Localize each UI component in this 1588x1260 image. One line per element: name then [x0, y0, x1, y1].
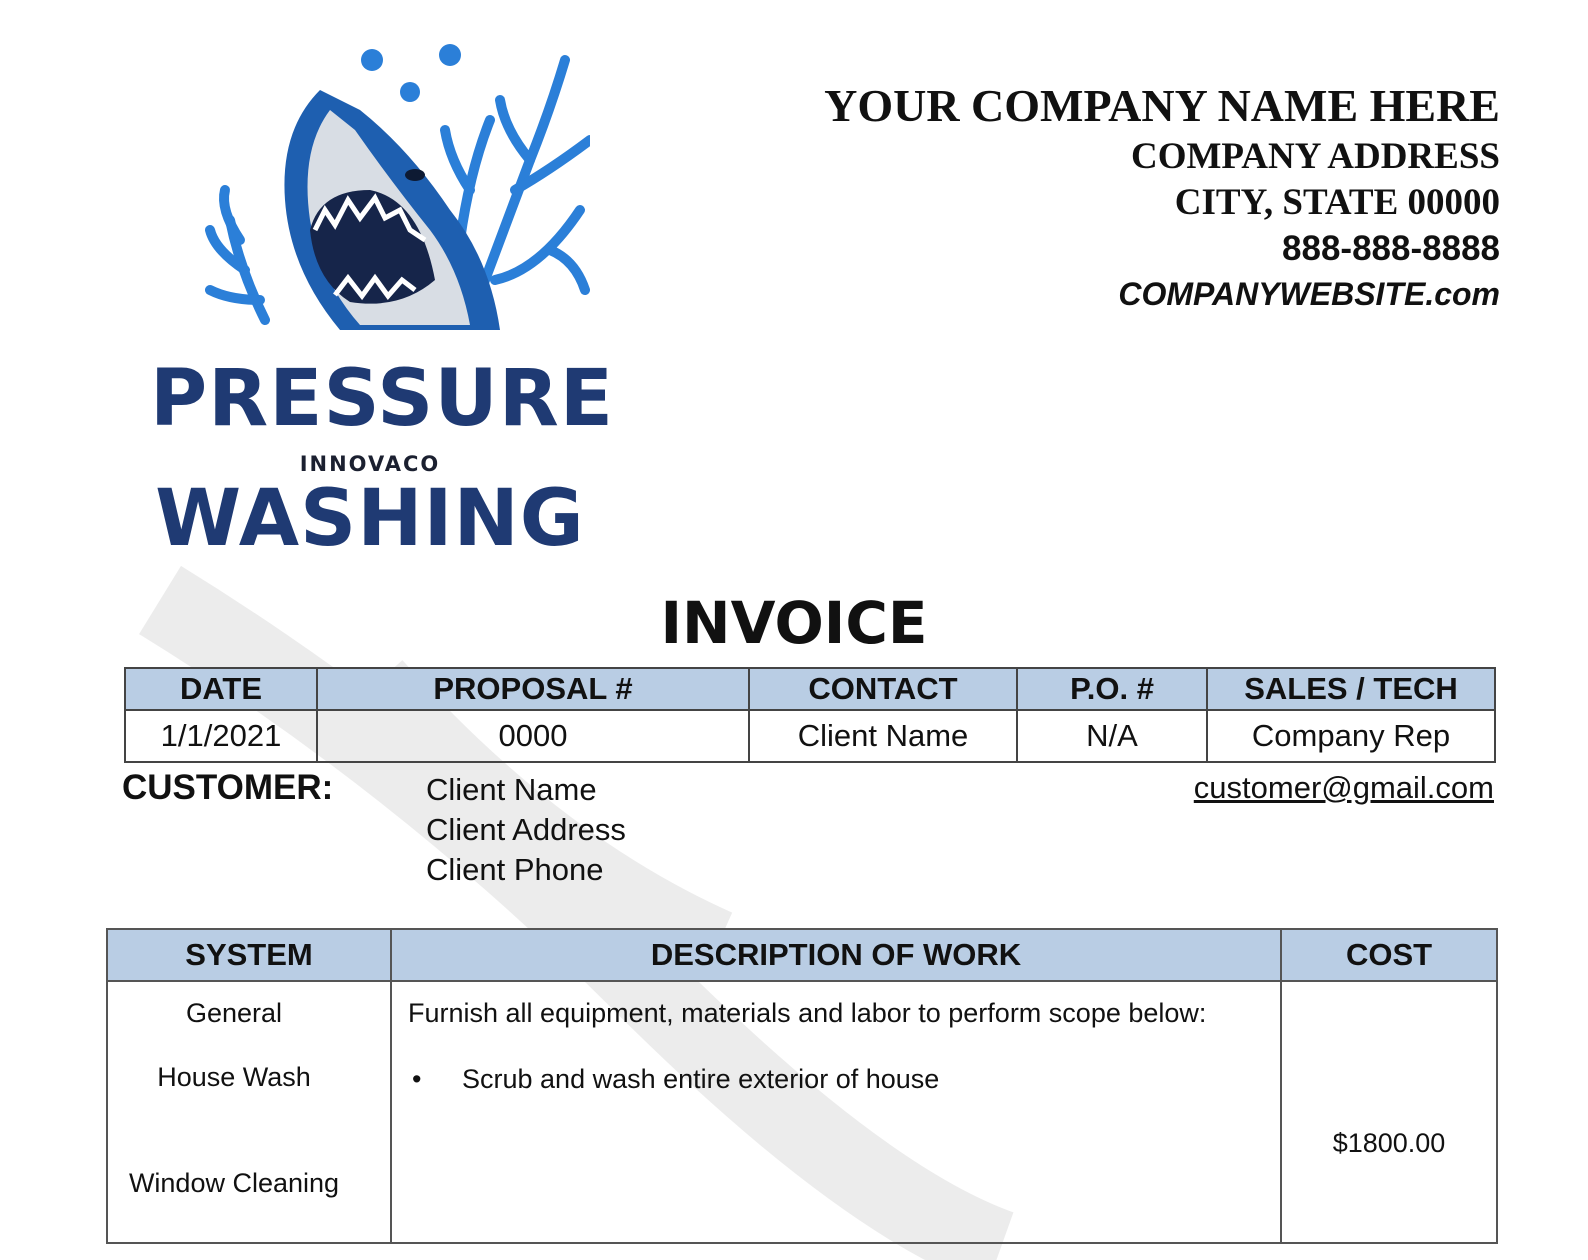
logo-pressure-text: PRESSURE — [150, 354, 615, 444]
work-row — [107, 981, 1497, 1243]
cost-value: $1800.00 — [1332, 1128, 1446, 1158]
customer-label: CUSTOMER: — [122, 768, 334, 807]
info-sales-tech-value: Company Rep — [1207, 710, 1495, 762]
work-header-system: SYSTEM — [107, 929, 391, 981]
logo-brand-text: INNOVACO — [299, 452, 441, 476]
work-table — [106, 928, 1498, 1244]
company-phone: 888-888-8888 — [1282, 229, 1500, 268]
info-header-sales-tech: SALES / TECH — [1207, 668, 1495, 710]
info-po-value: N/A — [1017, 710, 1207, 762]
info-proposal-value: 0000 — [317, 710, 749, 762]
invoice-title: INVOICE — [660, 589, 928, 657]
info-header-row — [125, 668, 1495, 710]
work-header-description: DESCRIPTION OF WORK — [391, 929, 1281, 981]
info-contact-value: Client Name — [749, 710, 1017, 762]
shark-icon — [170, 40, 590, 340]
work-header-cost: COST — [1281, 929, 1497, 981]
system-line: Window Cleaning — [128, 1168, 340, 1198]
customer-phone: Client Phone — [426, 852, 604, 887]
system-cell — [107, 981, 391, 1243]
description-intro: Furnish all equipment, materials and labor to perform scope below: — [408, 998, 1207, 1028]
company-address: COMPANY ADDRESS — [1131, 136, 1500, 177]
description-cell — [391, 981, 1281, 1243]
company-name: YOUR COMPANY NAME HERE — [824, 80, 1500, 131]
company-city: CITY, STATE 00000 — [1174, 182, 1500, 223]
info-header-date: DATE — [125, 668, 317, 710]
bullet-icon: • — [412, 1064, 422, 1094]
work-header-row — [107, 929, 1497, 981]
customer-email-link[interactable]: customer@gmail.com — [1193, 770, 1494, 805]
info-header-proposal: PROPOSAL # — [317, 668, 749, 710]
customer-details — [426, 770, 626, 890]
company-logo — [150, 40, 615, 580]
info-date-value: 1/1/2021 — [125, 710, 317, 762]
cost-cell — [1281, 981, 1497, 1243]
company-website[interactable]: COMPANYWEBSITE.com — [1118, 276, 1500, 312]
description-bullet — [412, 1064, 939, 1095]
logo-washing-text: WASHING — [155, 474, 585, 564]
invoice-info-table — [124, 667, 1496, 763]
customer-name: Client Name — [426, 772, 597, 807]
system-line: House Wash — [157, 1062, 311, 1092]
bullet-text: Scrub and wash entire exterior of house — [462, 1064, 940, 1094]
info-header-po: P.O. # — [1017, 668, 1207, 710]
info-header-contact: CONTACT — [749, 668, 1017, 710]
system-line: General — [185, 998, 283, 1028]
company-info — [824, 78, 1500, 316]
customer-address: Client Address — [426, 812, 626, 847]
info-value-row — [125, 710, 1495, 762]
